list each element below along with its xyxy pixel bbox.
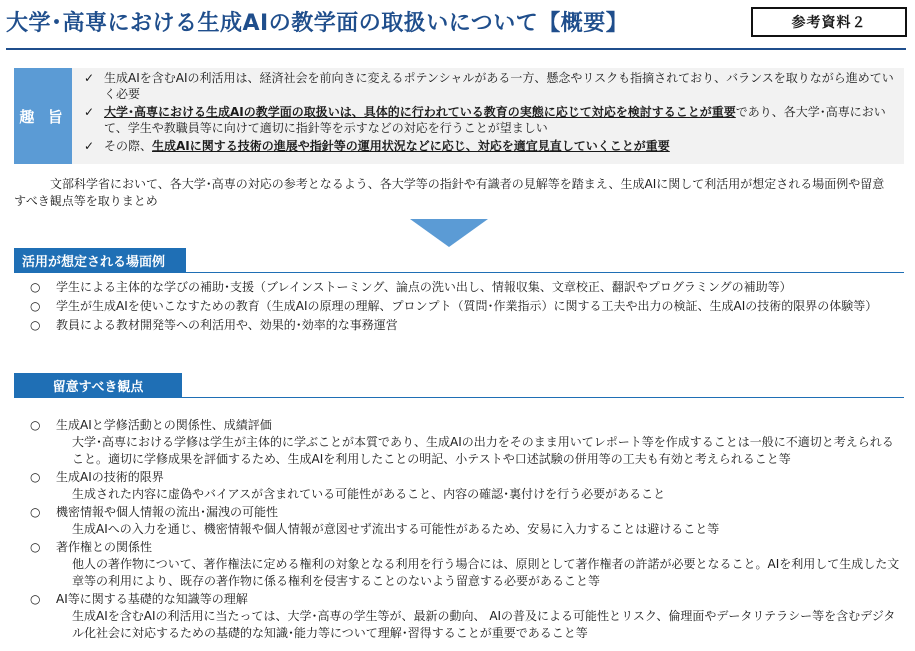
purpose-label: 趣 旨 [14, 68, 72, 164]
list-item-text: 教員による教材開発等への利活用や、効果的･効率的な事務運営 [56, 318, 398, 332]
circle-bullet-icon: ○ [30, 540, 41, 554]
circle-bullet-icon: ○ [30, 280, 41, 294]
consideration-description: 生成AIへの入力を通じ、機密情報や個人情報が意図せず流出する可能性があるため、安易に入力することは避けること等 [72, 522, 720, 536]
circle-bullet-icon: ○ [30, 318, 41, 332]
purpose-item [82, 70, 894, 102]
section-heading-use-cases: 活用が想定される場面例 [14, 248, 186, 272]
down-arrow-icon [410, 219, 488, 247]
purpose-emphasis: 大学･高専における生成AIの教学面の取扱いは、具体的に行われている教育の実態に応じて対応を検討することが重要 [104, 105, 736, 119]
purpose-emphasis: 生成AIに関する技術の進展や指針等の運用状況などに応じ、対応を適宜見直していくことが重要 [152, 139, 670, 153]
consideration-description: 生成された内容に虚偽やバイアスが含まれている可能性があること、内容の確認･裏付けを行う必要があること [72, 487, 666, 501]
purpose-item [82, 104, 894, 136]
circle-bullet-icon: ○ [30, 470, 41, 484]
purpose-text: その際、 [104, 139, 153, 153]
purpose-text: 生成AIを含むAIの利活用は、経済社会を前向きに変えるポテンシャルがある一方、懸念やリスクも指摘されており、バランスを取りながら進めていく必要 [104, 71, 894, 101]
consideration-title: 著作権との関係性 [56, 540, 153, 554]
considerations-list [30, 417, 905, 643]
consideration-description: 生成AIを含むAIの利活用に当たっては、大学･高専の学生等が、最新の動向、 AIの普及による可能性とリスク、倫理面やデータリテラシー等を含むデジタル化社会に対応するための基礎的な知識･能力等について理解･習得することが重要であること等 [72, 609, 896, 640]
list-item [30, 504, 905, 538]
circle-bullet-icon: ○ [30, 592, 41, 606]
consideration-title: 生成AIと学修活動との関係性、成績評価 [56, 418, 272, 432]
purpose-item [82, 138, 894, 154]
list-item [30, 279, 905, 296]
use-case-list [30, 279, 905, 336]
intro-paragraph: 文部科学省において、各大学･高専の対応の参考となるよう、各大学等の指針や有識者の見解等を踏まえ、生成AIに関して利活用が想定される場面例や留意すべき観点等を取りまとめ [14, 177, 885, 208]
check-icon: ✓ [84, 105, 95, 119]
list-item [30, 417, 905, 468]
consideration-description: 他人の著作物について、著作権法に定める権利の対象となる利用を行う場合には、原則として著作権者の許諾が必要となること。AIを利用して生成した文章等の利用により、既存の著作物に係る権利を侵害することのないよう留意する必要があること等 [72, 557, 900, 588]
list-item [30, 317, 905, 334]
list-item [30, 298, 905, 315]
page-title: 大学･高専における生成AIの教学面の取扱いについて【概要】 [6, 11, 629, 36]
circle-bullet-icon: ○ [30, 299, 41, 313]
consideration-description: 大学･高専における学修は学生が主体的に学ぶことが本質であり、生成AIの出力をそのまま用いてレポート等を作成することは一般に不適切と考えられること。適切に学修成果を評価するため、生成AIを利用したことの明記、小テストや口述試験の併用等の工夫も有効と考えられること等 [72, 435, 894, 466]
list-item-text: 学生が生成AIを使いこなすための教育（生成AIの原理の理解、プロンプト（質問･作業指示）に関する工夫や出力の検証、生成AIの技術的限界の体験等） [56, 299, 878, 313]
section-heading-considerations: 留意すべき観点 [14, 373, 182, 397]
section-divider [14, 272, 904, 273]
list-item [30, 469, 905, 503]
purpose-text: であり、各大学･高専において、学生や教職員等に向けて適切に指針等を示すなどの対応を行うことが望ましい [104, 105, 886, 135]
consideration-title: 生成AIの技術的限界 [56, 470, 164, 484]
title-divider [6, 48, 906, 50]
section-divider [14, 397, 904, 398]
purpose-box [14, 68, 904, 164]
list-item [30, 539, 905, 590]
reference-badge: 参考資料２ [751, 7, 907, 37]
circle-bullet-icon: ○ [30, 418, 41, 432]
check-icon: ✓ [84, 139, 95, 153]
purpose-list [82, 70, 894, 156]
check-icon: ✓ [84, 71, 95, 85]
list-item-text: 学生による主体的な学びの補助･支援（ブレインストーミング、論点の洗い出し、情報収集、文章校正、翻訳やプログラミングの補助等） [56, 280, 792, 294]
circle-bullet-icon: ○ [30, 505, 41, 519]
consideration-title: AI等に関する基礎的な知識等の理解 [56, 592, 248, 606]
list-item [30, 591, 905, 642]
consideration-title: 機密情報や個人情報の流出･漏洩の可能性 [56, 505, 279, 519]
